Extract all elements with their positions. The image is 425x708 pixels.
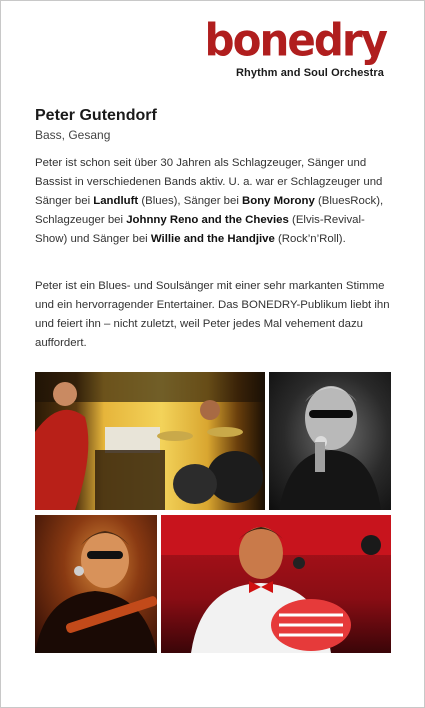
member-role: Bass, Gesang <box>35 128 111 142</box>
bio-text: (BluesRock), Schlagzeuger bei <box>35 195 384 226</box>
photo-band-stage <box>35 372 265 510</box>
logo-tagline: Rhythm and Soul Orchestra <box>236 67 384 79</box>
bio-text: Peter ist schon seit über 30 Jahren als Schlagzeuger, Sänger und Bassist in verschiedenen Bands aktiv. U. a. war er Schlagzeuger und Sänger bei <box>35 157 383 207</box>
bio-text: (Rock’n’Roll). <box>274 233 346 245</box>
bio-paragraph-2: Peter ist ein Blues- und Soulsänger mit einer sehr markanten Stimme und ein hervorragender Entertainer. Das BONEDRY-Publikum liebt ihn und feiert ihn – nicht zuletzt, weil Peter jedes Mal vehement dazu auffordert. <box>35 280 390 349</box>
photo-singer-bowtie <box>161 515 391 653</box>
band-name: Willie and the Handjive <box>150 233 275 245</box>
bio-text: (Blues), Sänger bei <box>138 195 243 207</box>
bio-paragraph-1 <box>35 154 391 249</box>
photo-singer-microphone <box>269 372 391 510</box>
member-name: Peter Gutendorf <box>35 107 157 124</box>
bio-text: (Elvis-Revival-Show) und Sänger bei <box>35 214 365 245</box>
photo-bassist-singing <box>35 515 157 653</box>
bonedry-logo[interactable] <box>204 14 386 85</box>
band-name: Johnny Reno and the Chevies <box>126 214 289 226</box>
band-name: Bony Morony <box>242 195 315 207</box>
logo-wordmark: bonedry <box>204 14 386 67</box>
band-name: Landluft <box>93 195 139 207</box>
